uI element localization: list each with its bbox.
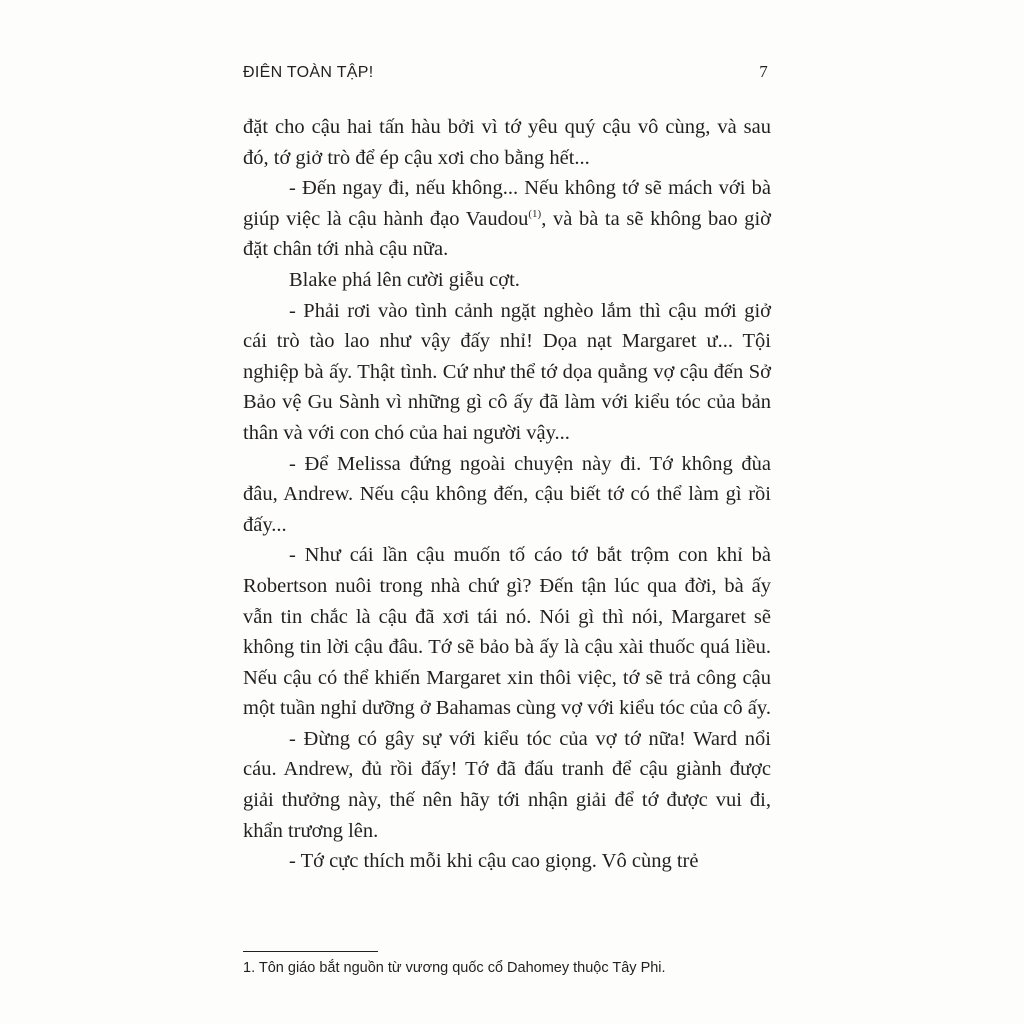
paragraph: - Tớ cực thích mỗi khi cậu cao giọng. Vô cùng trẻ xyxy=(289,850,699,873)
page-number: 7 xyxy=(759,62,768,81)
paragraph: Blake phá lên cười giễu cợt. xyxy=(289,268,520,291)
paragraph: - Phải rơi vào tình cảnh ngặt nghèo lắm thì cậu mới giở cái trò tào lao như vậy đấy nhỉ! Dọa nạt Margaret ư... Tội nghiệp bà ấy. Thật tình. Cứ như thể tớ dọa quẳng vợ cậu đến Sở Bảo vệ Gu Sành vì những gì cô ấy đã làm với kiểu tóc của bản thân và với con chó của hai người vậy... xyxy=(243,299,771,444)
paragraph: - Để Melissa đứng ngoài chuyện này đi. Tớ không đùa đâu, Andrew. Nếu cậu không đến, cậu biết tớ có thể làm gì rồi đấy... xyxy=(243,452,771,536)
footnote-divider xyxy=(243,951,378,952)
running-header xyxy=(243,62,768,86)
body-text xyxy=(243,112,771,877)
footnote-reference: (1) xyxy=(528,207,542,220)
paragraph-text: - Đến ngay đi, nếu không... Nếu không tớ sẽ mách với bà giúp việc là cậu hành đạo Vaudou xyxy=(243,177,771,230)
running-title: ĐIÊN TOÀN TẬP! xyxy=(243,64,374,81)
paragraph-text-continued: , và bà ta sẽ không bao giờ đặt chân tới nhà cậu nữa. xyxy=(243,207,771,261)
paragraph: đặt cho cậu hai tấn hàu bởi vì tớ yêu quý cậu vô cùng, và sau đó, tớ giở trò để ép cậu xơi cho bằng hết... xyxy=(243,116,771,169)
footnote: 1. Tôn giáo bắt nguồn từ vương quốc cổ Dahomey thuộc Tây Phi. xyxy=(243,960,666,976)
paragraph xyxy=(243,173,771,265)
paragraph: - Đừng có gây sự với kiểu tóc của vợ tớ nữa! Ward nổi cáu. Andrew, đủ rồi đấy! Tớ đã đấu tranh để cậu giành được giải thưởng này, thế nên hãy tới nhận giải để tớ được vui đi, khẩn trương lên. xyxy=(243,727,771,842)
paragraph: - Như cái lần cậu muốn tố cáo tớ bắt trộm con khỉ bà Robertson nuôi trong nhà chứ gì? Đến tận lúc qua đời, bà ấy vẫn tin chắc là cậu đã xơi tái nó. Nói gì thì nói, Margaret sẽ không tin lời cậu đâu. Tớ sẽ bảo bà ấy là cậu xài thuốc quá liều. Nếu cậu có thể khiến Margaret xin thôi việc, tớ sẽ trả công cậu một tuần nghỉ dưỡng ở Bahamas cùng vợ với kiểu tóc của cô ấy. xyxy=(243,544,771,720)
